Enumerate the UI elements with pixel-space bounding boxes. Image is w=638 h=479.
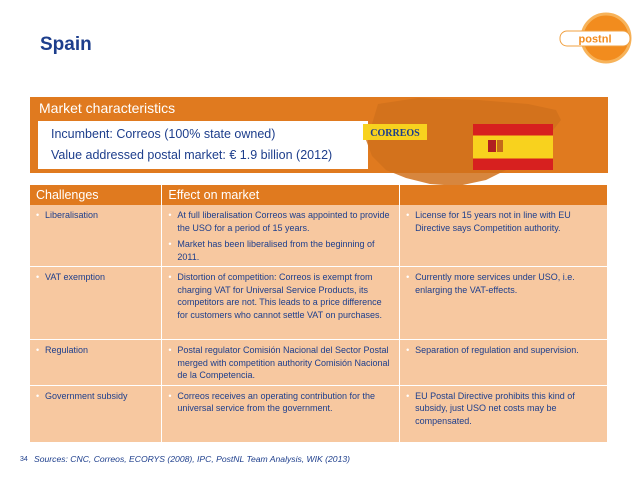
note-text: EU Postal Directive prohibits this kind of subsidy, just USO net costs may be compensated. (415, 390, 575, 426)
challenge-label: Regulation (45, 345, 89, 355)
postnl-logo-text: postnl (578, 33, 612, 46)
table-header-row (30, 185, 608, 205)
incumbent-text: Incumbent: Correos (100% state owned) (51, 127, 276, 141)
effect-text: Distortion of competition: Correos is exempt from charging VAT for Universal Service Products, its competitors are not. This leads to a price difference for customers who cannot settle VAT on purchases. (177, 272, 383, 320)
correos-logo-text: CORREOS (370, 128, 420, 139)
challenge-label: VAT exemption (45, 272, 106, 282)
effect-text: Market has been liberalised from the beginning of 2011. (177, 239, 375, 262)
header-challenges: Challenges (30, 185, 162, 205)
challenge-cell: • Government subsidy (30, 385, 162, 442)
challenge-label: Government subsidy (45, 390, 128, 401)
challenge-label: Liberalisation (45, 210, 99, 220)
postnl-logo-icon (542, 10, 634, 65)
correos-logo-icon (363, 124, 427, 140)
slide-title: Spain (40, 34, 92, 55)
page-number: 34 (20, 456, 28, 463)
market-value-text: Value addressed postal market: € 1.9 billion (2012) (51, 148, 333, 162)
effect-text: At full liberalisation Correos was appointed to provide the USO for a period of 15 years. (177, 210, 390, 233)
market-characteristics-heading: Market characteristics (39, 100, 176, 116)
effect-cell: • Distortion of competition: Correos is exempt from charging VAT for Universal Service Products, its competitors are not. This leads to a price difference for customers who cannot settle VAT on purchases. (162, 267, 400, 340)
spain-flag-icon (473, 124, 553, 170)
challenges-table (30, 185, 608, 443)
note-text: License for 15 years not in line with EU Directive says Competition authority. (415, 210, 571, 233)
table-row (30, 205, 608, 267)
header-effect-on-market: Effect on market (162, 185, 400, 205)
effect-cell: • Correos receives an operating contribution for the universal service from the government. (162, 385, 400, 442)
table-row (30, 267, 608, 340)
sources-footnote: Sources: CNC, Correos, ECORYS (2008), IPC, PostNL Team Analysis, WIK (2013) (34, 454, 351, 464)
effect-text: Correos receives an operating contribution for the universal service from the government. (177, 390, 376, 413)
challenge-cell: • VAT exemption (30, 267, 162, 340)
note-cell: • EU Postal Directive prohibits this kind of subsidy, just USO net costs may be compensated. (400, 385, 608, 442)
spain-map-icon (358, 96, 563, 188)
note-cell: • Currently more services under USO, i.e. enlarging the VAT-effects. (400, 267, 608, 340)
note-cell: • Separation of regulation and supervision. (400, 340, 608, 386)
note-cell: • License for 15 years not in line with EU Directive says Competition authority. (400, 205, 608, 267)
note-text: Currently more services under USO, i.e. enlarging the VAT-effects. (415, 272, 575, 295)
note-text: Separation of regulation and supervision. (415, 345, 579, 355)
effect-cell: • At full liberalisation Correos was appointed to provide the USO for a period of 15 years. • Market has been liberalised from the beginning of 2011. (162, 205, 400, 267)
effect-cell: • Postal regulator Comisión Nacional del Sector Postal merged with competition authority Comisión Nacional de la Competencia. (162, 340, 400, 386)
header-notes (400, 185, 608, 205)
table-row (30, 385, 608, 442)
challenge-cell: • Regulation (30, 340, 162, 386)
challenge-cell: • Liberalisation (30, 205, 162, 267)
table-row (30, 340, 608, 386)
effect-text: Postal regulator Comisión Nacional del Sector Postal merged with competition authority Comisión Nacional de la Competencia. (177, 345, 390, 380)
